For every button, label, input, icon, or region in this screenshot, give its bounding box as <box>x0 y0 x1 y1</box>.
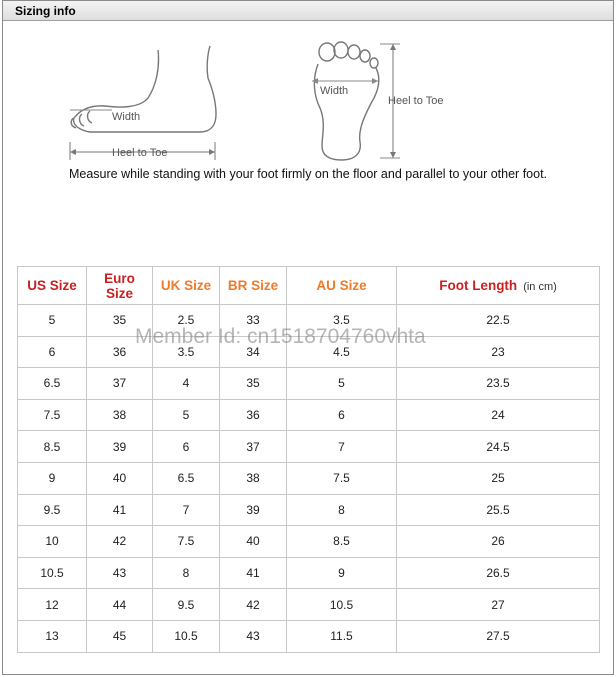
euro-size-cell: 36 <box>87 336 153 368</box>
table-row <box>18 305 600 337</box>
uk-size-cell: 6.5 <box>153 462 220 494</box>
side-foot-drawing <box>71 46 216 132</box>
foot-length-cell: 26.5 <box>397 557 600 589</box>
uk-size-cell: 3.5 <box>153 336 220 368</box>
au-size-cell: 9 <box>287 557 397 589</box>
size-chart-table <box>17 266 600 653</box>
top-length-label: Heel to Toe <box>388 95 444 107</box>
us-size-cell: 9.5 <box>18 494 87 526</box>
header-uk-size: UK Size <box>153 267 220 305</box>
au-size-cell: 4.5 <box>287 336 397 368</box>
uk-size-cell: 7.5 <box>153 526 220 558</box>
foot-length-cell: 25.5 <box>397 494 600 526</box>
side-length-label: Heel to Toe <box>112 147 168 159</box>
table-row <box>18 526 600 558</box>
table-header-row <box>18 267 600 305</box>
top-foot-drawing <box>314 42 378 160</box>
foot-length-cell: 24 <box>397 399 600 431</box>
euro-size-cell: 42 <box>87 526 153 558</box>
table-row <box>18 399 600 431</box>
br-size-cell: 40 <box>220 526 287 558</box>
header-euro-line2: Size <box>105 285 133 301</box>
euro-size-cell: 45 <box>87 620 153 652</box>
foot-length-cell: 23 <box>397 336 600 368</box>
table-row <box>18 589 600 621</box>
euro-size-cell: 39 <box>87 431 153 463</box>
header-foot-length <box>397 267 600 305</box>
table-row <box>18 368 600 400</box>
header-br-size: BR Size <box>220 267 287 305</box>
header-euro-size <box>87 267 153 305</box>
us-size-cell: 13 <box>18 620 87 652</box>
uk-size-cell: 9.5 <box>153 589 220 621</box>
br-size-cell: 43 <box>220 620 287 652</box>
foot-length-cell: 23.5 <box>397 368 600 400</box>
foot-length-cell: 26 <box>397 526 600 558</box>
us-size-cell: 6.5 <box>18 368 87 400</box>
table-row <box>18 494 600 526</box>
au-size-cell: 7.5 <box>287 462 397 494</box>
table-row <box>18 557 600 589</box>
uk-size-cell: 8 <box>153 557 220 589</box>
au-size-cell: 6 <box>287 399 397 431</box>
au-size-cell: 8 <box>287 494 397 526</box>
au-size-cell: 3.5 <box>287 305 397 337</box>
au-size-cell: 7 <box>287 431 397 463</box>
header-us-size: US Size <box>18 267 87 305</box>
member-id-watermark: Member Id: cn1518704760vhta <box>135 325 426 348</box>
us-size-cell: 7.5 <box>18 399 87 431</box>
us-size-cell: 10.5 <box>18 557 87 589</box>
foot-length-cell: 25 <box>397 462 600 494</box>
us-size-cell: 8.5 <box>18 431 87 463</box>
euro-size-cell: 44 <box>87 589 153 621</box>
foot-measure-illustration <box>60 38 560 168</box>
table-row <box>18 620 600 652</box>
measure-instruction: Measure while standing with your foot firmly on the floor and parallel to your other foot. <box>68 167 548 181</box>
top-width-label: Width <box>320 85 349 97</box>
br-size-cell: 35 <box>220 368 287 400</box>
euro-size-cell: 35 <box>87 305 153 337</box>
uk-size-cell: 6 <box>153 431 220 463</box>
euro-size-cell: 43 <box>87 557 153 589</box>
euro-size-cell: 40 <box>87 462 153 494</box>
uk-size-cell: 10.5 <box>153 620 220 652</box>
uk-size-cell: 2.5 <box>153 305 220 337</box>
side-width-label: Width <box>112 111 141 123</box>
size-table-body <box>18 305 600 653</box>
us-size-cell: 12 <box>18 589 87 621</box>
uk-size-cell: 4 <box>153 368 220 400</box>
panel-title: Sizing info <box>15 4 76 18</box>
euro-size-cell: 37 <box>87 368 153 400</box>
us-size-cell: 10 <box>18 526 87 558</box>
br-size-cell: 39 <box>220 494 287 526</box>
foot-length-cell: 24.5 <box>397 431 600 463</box>
br-size-cell: 34 <box>220 336 287 368</box>
header-au-size: AU Size <box>287 267 397 305</box>
uk-size-cell: 5 <box>153 399 220 431</box>
br-size-cell: 36 <box>220 399 287 431</box>
br-size-cell: 41 <box>220 557 287 589</box>
br-size-cell: 33 <box>220 305 287 337</box>
header-foot-length-label: Foot Length <box>439 278 518 293</box>
au-size-cell: 11.5 <box>287 620 397 652</box>
foot-length-cell: 22.5 <box>397 305 600 337</box>
header-euro-line1: Euro <box>104 270 135 286</box>
table-row <box>18 336 600 368</box>
au-size-cell: 5 <box>287 368 397 400</box>
foot-length-cell: 27.5 <box>397 620 600 652</box>
us-size-cell: 5 <box>18 305 87 337</box>
header-foot-unit: (in cm) <box>523 281 557 293</box>
table-row <box>18 462 600 494</box>
euro-size-cell: 38 <box>87 399 153 431</box>
br-size-cell: 37 <box>220 431 287 463</box>
br-size-cell: 38 <box>220 462 287 494</box>
us-size-cell: 6 <box>18 336 87 368</box>
panel-header <box>3 1 613 21</box>
uk-size-cell: 7 <box>153 494 220 526</box>
br-size-cell: 42 <box>220 589 287 621</box>
table-row <box>18 431 600 463</box>
foot-length-cell: 27 <box>397 589 600 621</box>
au-size-cell: 8.5 <box>287 526 397 558</box>
au-size-cell: 10.5 <box>287 589 397 621</box>
euro-size-cell: 41 <box>87 494 153 526</box>
us-size-cell: 9 <box>18 462 87 494</box>
